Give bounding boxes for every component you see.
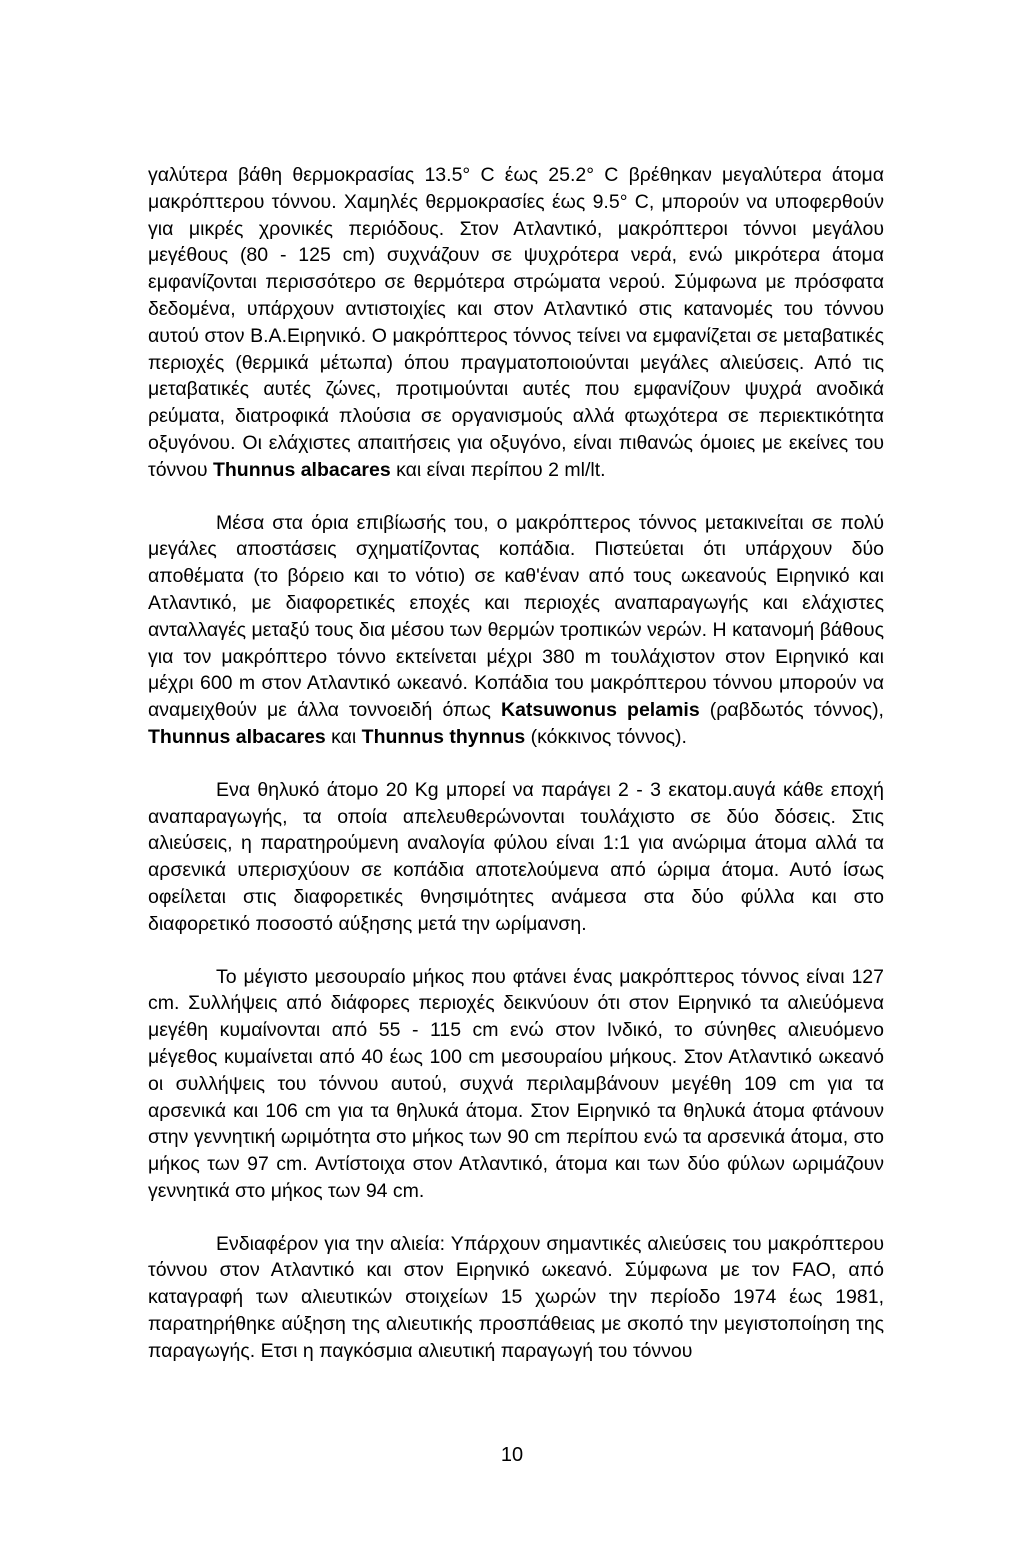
page-number: 10 bbox=[500, 1444, 524, 1466]
text-run: Ενδιαφέρον για την αλιεία: Υπάρχουν σημαντικές αλιεύσεις του μακρόπτερου τόννου στον Ατλαντικό και στον Ειρηνικό ωκεανό. Σύμφωνα με τον FAO, από καταγραφή των αλιευτικών στοιχείων 15 χωρών την περίοδο 1974 έως 1981, παρατηρήθηκε αύξηση της αλιευτικής προσπάθειας με σκοπό την μεγιστοποίηση της παραγωγής. Ετσι η παγκόσμια αλιευτική παραγωγή του τόννου bbox=[148, 1232, 884, 1362]
text-run: (ραβδωτός τόννος), bbox=[699, 699, 884, 722]
bold-term: Katsuwonus pelamis bbox=[500, 699, 700, 722]
text-run: γαλύτερα βάθη θερμοκρασίας 13.5° C έως 25.2° C βρέθηκαν μεγαλύτερα άτομα μακρόπτερου τόννου. Χαμηλές θερμοκρασίες έως 9.5° C, μπορούν να υποφερθούν για μικρές χρονικές περιόδους. Στον Ατλαντικό, μακρόπτεροι τόννοι μεγάλου μεγέθους (80 - 125 cm) συχνάζουν σε ψυχρότερα νερά, ενώ μικρότερα άτομα εμφανίζονται περισσότερο σε θερμότερα στρώματα νερού. Σύμφωνα με πρόσφατα δεδομένα, υπάρχουν αντιστοιχίες και στον Ατλαντικό στις κατανομές του τόννου αυτού στον Β.Α.Ειρηνικό. Ο μακρόπτερος τόννος τείνει να εμφανίζεται σε μεταβατικές περιοχές (θερμικά μέτωπα) όπου πραγματοποιούνται μεγάλες αλιεύσεις. Από τις μεταβατικές αυτές ζώνες, προτιμούνται αυτές που εμφανίζουν ψυχρά ανοδικά ρεύματα, διατροφικά πλούσια σε οργανισμούς αλλά φτωχότερα σε περιεκτικότητα οξυγόνου. Οι ελάχιστες απαιτήσεις για οξυγόνο, είναι πιθανώς όμοιες με εκείνες του τόννου bbox=[148, 164, 884, 481]
paragraph-3 bbox=[148, 777, 884, 938]
paragraph-2 bbox=[148, 510, 884, 751]
text-run: (κόκκινος τόννος). bbox=[525, 725, 687, 748]
bold-term: Thunnus albacares bbox=[148, 725, 326, 748]
text-run: Το μέγιστο μεσουραίο μήκος που φτάνει ένας μακρόπτερος τόννος είναι 127 cm. Συλλήψεις από διάφορες περιοχές δεικνύουν ότι στον Ειρηνικό τα αλιεύόμενα μεγέθη κυμαίνονται από 55 - 115 cm ενώ στον Ινδικό, το σύνηθες αλιευόμενο μέγεθος κυμαίνεται από 40 έως 100 cm μεσουραίου μήκους. Στον Ατλαντικό ωκεανό οι συλλήψεις του τόννου αυτού, συχνά περιλαμβάνουν μεγέθη 109 cm για τα αρσενικά και 106 cm για τα θηλυκά άτομα. Στον Ειρηνικό τα θηλυκά άτομα φτάνουν στην γεννητική ωριμότητα στο μήκος των 90 cm περίπου ενώ τα αρσενικά άτομα, στο μήκος των 97 cm. Αντίστοιχα στον Ατλαντικό, άτομα και των δύο φύλων ωριμάζουν γεννητικά στο μήκος των 94 cm. bbox=[148, 965, 884, 1202]
paragraph-1 bbox=[148, 162, 884, 484]
text-run: Μέσα στα όρια επιβίωσής του, ο μακρόπτερος τόννος μετακινείται σε πολύ μεγάλες αποστάσεις σχηματίζοντας κοπάδια. Πιστεύεται ότι υπάρχουν δύο αποθέματα (το βόρειο και το νότιο) σε καθ'έναν από τους ωκεανούς Ειρηνικό και Ατλαντικό, με διαφορετικές εποχές και περιοχές αναπαραγωγής και ελάχιστες ανταλλαγές μεταξύ τους δια μέσου των θερμών τροπικών νερών. Η κατανομή βάθους για τον μακρόπτερο τόννο εκτείνεται μέχρι 380 m τουλάχιστον στον Ειρηνικό και μέχρι 600 m στον Ατλαντικό ωκεανό. Κοπάδια του μακρόπτερου τόννου μπορούν να αναμειχθούν με άλλα τοννοειδή όπως bbox=[148, 511, 884, 722]
bold-term: Thunnus albacares bbox=[212, 458, 391, 481]
paragraph-4 bbox=[148, 964, 884, 1205]
text-run: και bbox=[325, 725, 362, 748]
text-run: Ενα θηλυκό άτομο 20 Kg μπορεί να παράγει 2 - 3 εκατομ.αυγά κάθε εποχή αναπαραγωγής, τα οποία απελευθερώνονται τουλάχιστο σε δύο δόσεις. Στις αλιεύσεις, η παρατηρούμενη αναλογία φύλου είναι 1:1 για ανώριμα άτομα αλλά τα αρσενικά υπερισχύουν σε κοπάδια αποτελούμενα από ώριμα άτομα. Αυτό ίσως οφείλεται στις διαφορετικές θνησιμότητες ανάμεσα στα δύο φύλλα και στο διαφορετικό ποσοστό αύξησης μετά την ωρίμανση. bbox=[148, 778, 884, 935]
document-body bbox=[148, 162, 884, 1365]
bold-term: Thunnus thynnus bbox=[361, 725, 526, 748]
text-run: και είναι περίπου 2 ml/lt. bbox=[390, 458, 606, 481]
paragraph-5 bbox=[148, 1231, 884, 1365]
